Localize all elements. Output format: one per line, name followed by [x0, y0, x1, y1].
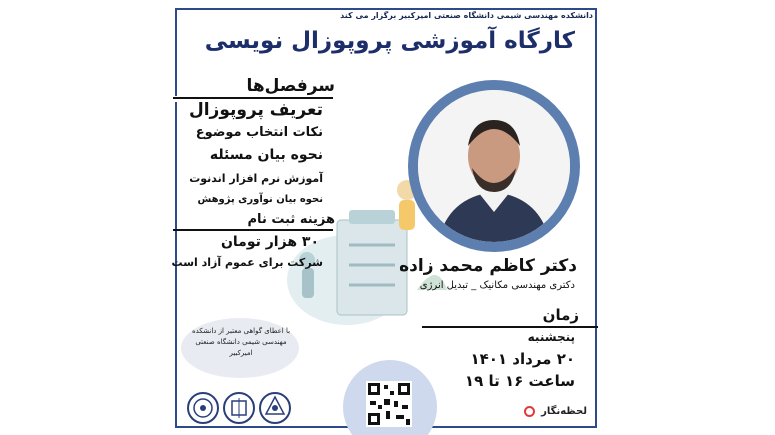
speaker-degree: دکتری مهندسی مکانیک _ تبدیل انرژی — [419, 280, 575, 291]
speaker-portrait — [418, 90, 570, 242]
schedule-caption: زمان — [542, 306, 579, 324]
fee-caption-line — [173, 229, 333, 231]
topic-item-4: آموزش نرم افزار اندنوت — [189, 172, 323, 185]
brand-name: لحظه‌نگار — [541, 406, 587, 417]
speaker-name: دکتر کاظم محمد زاده — [399, 256, 577, 276]
fee-public-note: شرکت برای عموم آزاد است — [171, 256, 323, 269]
topic-item-3: نحوه بیان مسئله — [209, 147, 323, 163]
fee-caption: هزینه ثبت نام — [247, 212, 335, 227]
poster-title: کارگاه آموزشی پروپوزال نویسی — [204, 28, 575, 54]
speaker-photo — [418, 90, 570, 242]
schedule-date: ۲۰ مرداد ۱۴۰۱ — [470, 350, 575, 368]
faculty-seal-icon — [223, 392, 255, 424]
organizer-line: دانشکده مهندسی شیمی دانشگاه صنعتی امیرکبیر برگزار می کند — [340, 11, 593, 20]
workshop-poster — [167, 0, 605, 435]
schedule-caption-line — [422, 326, 598, 328]
fee-price: ۳۰ هزار تومان — [220, 234, 319, 250]
university-seal-icon — [187, 392, 219, 424]
brand-clock-icon — [524, 406, 535, 417]
topics-caption-line — [173, 97, 333, 99]
topic-item-5: نحوه بیان نوآوری پژوهش — [197, 194, 323, 205]
topic-item-2: نکات انتخاب موضوع — [195, 125, 323, 140]
schedule-time: ساعت ۱۶ تا ۱۹ — [464, 372, 575, 390]
topic-item-1: تعریف پروپوزال — [188, 100, 323, 120]
schedule-day: پنجشنبه — [527, 330, 575, 344]
qr-code[interactable] — [366, 381, 412, 427]
topics-caption: سرفصل‌ها — [246, 76, 335, 96]
association-seal-icon — [259, 392, 291, 424]
certificate-note: با اعطای گواهی معتبر از دانشکده مهندسی شیمی دانشگاه صنعتی امیرکبیر — [191, 327, 291, 357]
